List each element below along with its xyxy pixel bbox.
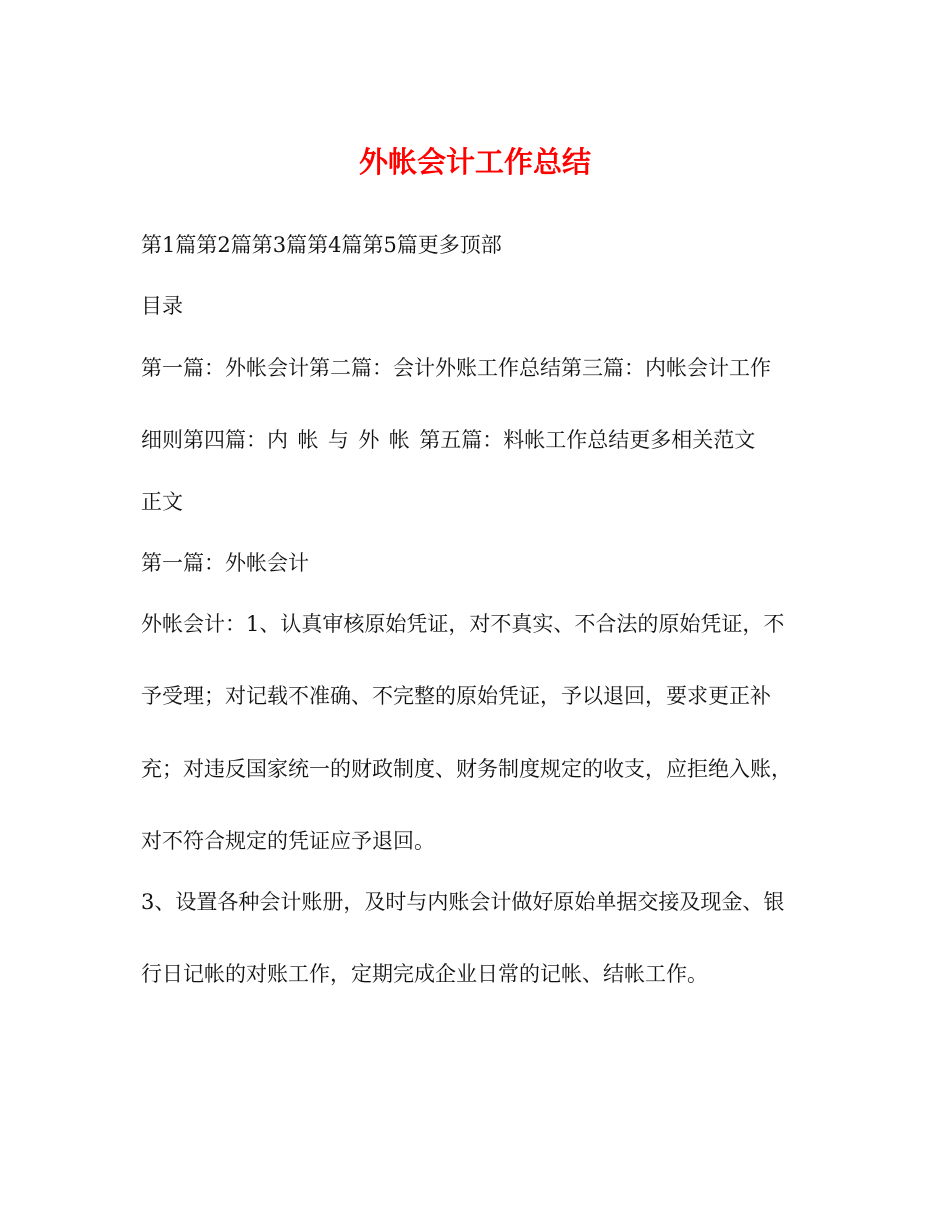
toc-line-1: 第一篇：外帐会计第二篇：会计外账工作总结第三篇：内帐会计工作 (141, 356, 771, 380)
section-heading: 第一篇：外帐会计 (141, 551, 309, 575)
paragraph-1-line-2: 予受理；对记载不准确、不完整的原始凭证，予以退回，要求更正补 (141, 684, 771, 708)
toc-line-2 (141, 425, 755, 455)
paragraph-1-line-3: 充；对违反国家统一的财政制度、财务制度规定的收支，应拒绝入账， (141, 757, 792, 781)
toc-line-2-suffix: 第五篇：料帐工作总结更多相关范文 (419, 428, 756, 452)
toc-heading: 目录 (141, 294, 183, 318)
toc-line-2-prefix: 细则第四篇： (141, 428, 267, 452)
paragraph-1-line-1: 外帐会计：1、认真审核原始凭证，对不真实、不合法的原始凭证，不 (141, 612, 785, 636)
body-heading: 正文 (141, 490, 183, 514)
toc-line-2-spaced: 内帐与外帐 (267, 428, 420, 452)
paragraph-2-line-2: 行日记帐的对账工作，定期完成企业日常的记帐、结帐工作。 (141, 962, 708, 986)
document-title: 外帐会计工作总结 (358, 145, 591, 179)
paragraph-1-line-4: 对不符合规定的凭证应予退回。 (141, 829, 435, 853)
section-nav-line: 第1篇第2篇第3篇第4篇第5篇更多顶部 (141, 233, 502, 257)
paragraph-2-line-1: 3、设置各种会计账册，及时与内账会计做好原始单据交接及现金、银 (141, 890, 785, 914)
